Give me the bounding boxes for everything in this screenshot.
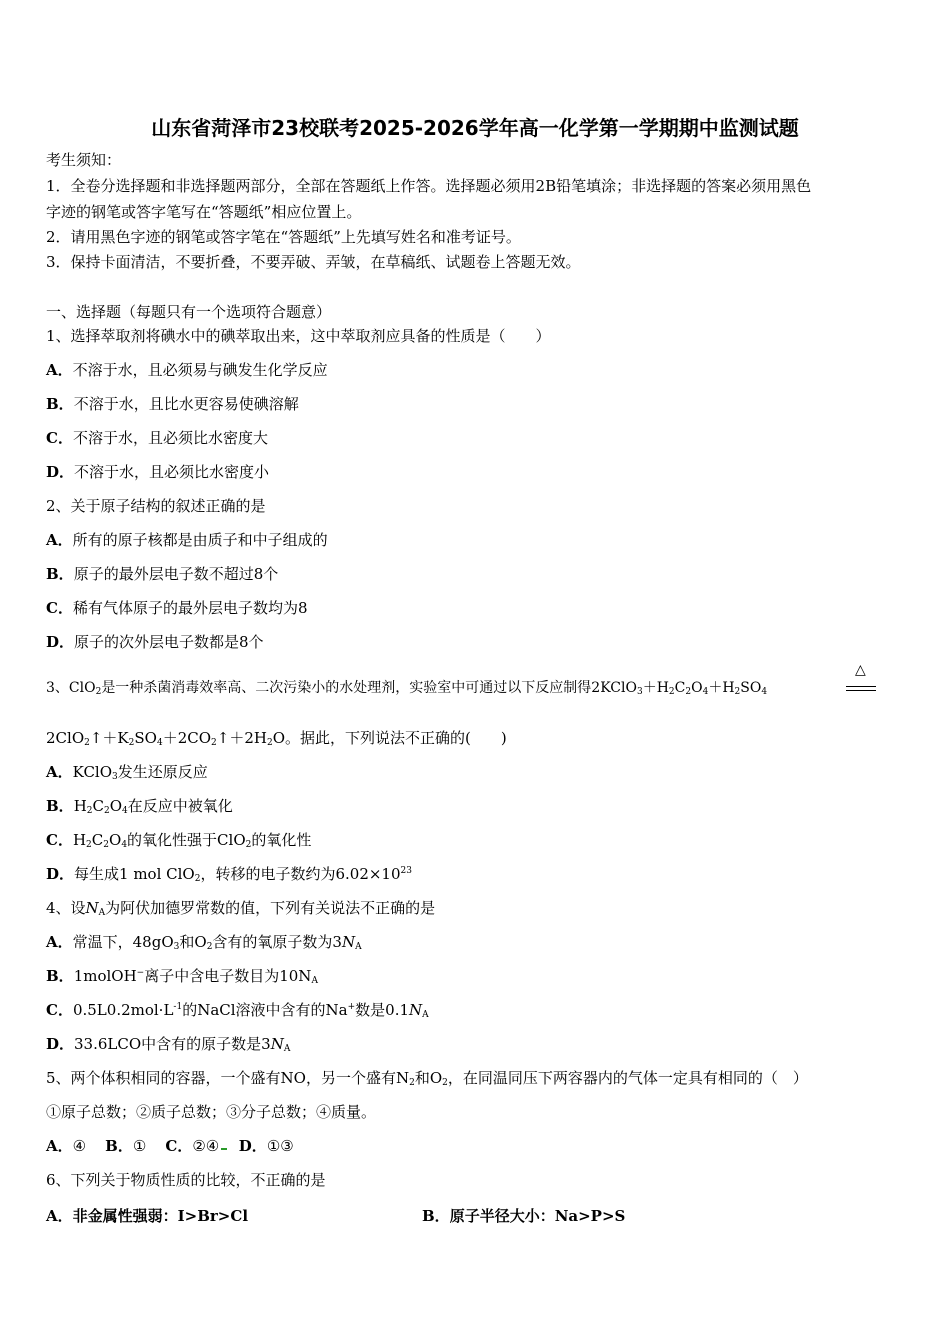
q1-option-c-text: 不溶于水，且必须比水密度大	[72, 429, 268, 447]
option-letter: D．	[46, 463, 75, 481]
q3-option-b-text: 在反应中被氧化	[127, 797, 233, 815]
option-letter: B．	[46, 967, 74, 985]
q3-line2-part: 2ClO	[46, 729, 85, 747]
option-letter: B．	[46, 565, 74, 583]
q3-line2-part: ↑＋K	[89, 729, 129, 747]
q2-option-d-text: 原子的次外层电子数都是8个	[74, 633, 264, 651]
superscript: +	[347, 1002, 356, 1012]
subscript: 4	[702, 687, 709, 697]
subscript: 2	[95, 687, 102, 697]
q4-option-a-text: 常温下，48gO	[72, 933, 174, 951]
q2-option-b	[46, 564, 278, 584]
q3-option-b-text: O	[109, 797, 123, 815]
q5-stem	[46, 1068, 808, 1088]
delta-symbol: △	[855, 662, 866, 678]
subscript: 2	[734, 687, 741, 697]
q1-option-b	[46, 394, 299, 414]
q4-option-a	[46, 932, 362, 952]
subscript: 2	[194, 874, 201, 884]
option-letter: C．	[165, 1137, 193, 1155]
q3-option-c-text: C	[91, 831, 104, 849]
q2-option-d	[46, 632, 264, 652]
subscript: 2	[409, 1078, 415, 1088]
q3-stem-part: 是一种杀菌消毒效率高、二次污染小的水处理剂，实验室中可通过以下反应制得2KClO	[101, 680, 637, 696]
q3-option-c-text: O	[109, 831, 122, 849]
subscript: A	[283, 1044, 291, 1054]
q3-stem-part: 3、ClO	[46, 680, 96, 696]
q5-stem-part: 和O	[414, 1069, 443, 1087]
q1-option-d-text: 不溶于水，且必须比水密度小	[74, 463, 270, 481]
double-line	[846, 690, 876, 691]
subscript: 2	[442, 1078, 448, 1088]
q6-stem: 6、下列关于物质性质的比较，不正确的是	[46, 1171, 326, 1189]
q3-option-c-text: 的氧化性	[251, 831, 312, 849]
q5-option-b-text: ①	[132, 1137, 147, 1155]
q3-stem-part: O	[691, 680, 703, 696]
q3-option-b-text: C	[92, 797, 104, 815]
avogadro-symbol: N	[409, 1001, 423, 1019]
option-letter: B．	[46, 797, 74, 815]
q3-line2-part: ＋2CO	[162, 729, 212, 747]
q2-option-c	[46, 598, 308, 618]
avogadro-symbol: N	[341, 933, 356, 951]
subscript: 2	[685, 687, 692, 697]
q5-stem-part: ，在同温同压下两容器内的气体一定具有相同的（ ）	[447, 1069, 808, 1087]
option-letter: D．	[46, 1035, 75, 1053]
avogadro-symbol: N	[85, 899, 99, 917]
subscript: 3	[112, 772, 118, 782]
option-letter: D．	[238, 1137, 267, 1155]
q4-option-d-text: 33.6LCO中含有的原子数是3	[74, 1035, 271, 1053]
option-letter: B．	[105, 1137, 133, 1155]
option-letter: C．	[46, 831, 73, 849]
q1-stem: 1、选择萃取剂将碘水中的碘萃取出来，这中萃取剂应具备的性质是（ ）	[46, 327, 551, 345]
q3-option-a-text: KClO	[72, 763, 113, 781]
option-letter: A．	[46, 1207, 73, 1225]
q4-option-c	[46, 1000, 429, 1020]
notice-heading: 考生须知：	[46, 151, 122, 169]
subscript: 2	[86, 840, 92, 850]
subscript: 3	[636, 687, 643, 697]
q4-option-b-text: 离子中含电子数目为10N	[144, 967, 312, 985]
option-letter: D．	[46, 865, 75, 883]
q5-options	[46, 1136, 294, 1156]
q4-option-b-text: 1molOH	[73, 967, 137, 985]
subscript: 2	[104, 806, 110, 816]
q3-option-c-text: 的氧化性强于ClO	[127, 831, 246, 849]
option-letter: A．	[46, 531, 73, 549]
heat-condition-equals-sign	[844, 662, 878, 698]
q5-stem-part: 5、两个体积相同的容器，一个盛有NO，另一个盛有N	[46, 1069, 410, 1087]
notice-item-1: 1．全卷分选择题和非选择题两部分，全部在答题纸上作答。选择题必须用2B铅笔填涂；非选择题的答案必须用黑色	[46, 177, 812, 195]
q1-option-c	[46, 428, 268, 448]
superscript: 23	[400, 866, 412, 876]
notice-item-3: 3．保持卡面清洁，不要折叠，不要弄破、弄皱，在草稿纸、试题卷上答题无效。	[46, 253, 581, 271]
q5-option-d-text: ①③	[266, 1137, 294, 1155]
q4-option-a-text: 含有的氧原子数为3	[212, 933, 342, 951]
subscript: A	[422, 1010, 429, 1020]
q5-conditions: ①原子总数；②质子总数；③分子总数；④质量。	[46, 1103, 377, 1121]
page-title: 山东省菏泽市23校联考2025-2026学年高一化学第一学期期中监测试题	[151, 116, 799, 140]
notice-item-2: 2．请用黑色字迹的钢笔或答字笔在“答题纸”上先填写姓名和准考证号。	[46, 228, 521, 246]
q1-option-a	[46, 360, 328, 380]
q3-stem-part: C	[674, 680, 686, 696]
q1-option-b-text: 不溶于水，且比水更容易使碘溶解	[73, 395, 299, 413]
q3-stem-part: SO	[740, 680, 762, 696]
q6-option-b	[422, 1206, 625, 1226]
section-heading: 一、选择题（每题只有一个选项符合题意）	[46, 303, 332, 321]
q3-line2-part: O。据此，下列说法不正确的( )	[272, 729, 507, 747]
q2-option-b-text: 原子的最外层电子数不超过8个	[73, 565, 279, 583]
q4-stem	[46, 898, 435, 918]
q4-option-b	[46, 966, 318, 986]
subscript: A	[311, 976, 318, 986]
q3-line2-part: ↑＋2H	[216, 729, 267, 747]
subscript: 2	[211, 738, 217, 748]
subscript: 3	[173, 942, 180, 952]
q3-stem-part: ＋H	[642, 680, 669, 696]
option-letter: A．	[46, 1137, 73, 1155]
q5-option-a-text: ④	[72, 1137, 87, 1155]
q4-stem-part: 4、设	[46, 899, 86, 917]
q3-option-b	[46, 796, 233, 816]
q3-stem-part: ＋H	[708, 680, 735, 696]
option-letter: A．	[46, 361, 73, 379]
superscript: −	[136, 968, 145, 978]
option-letter: B．	[422, 1207, 450, 1225]
q6-option-a	[46, 1207, 248, 1225]
subscript: 2	[84, 738, 90, 748]
green-mark	[221, 1148, 227, 1150]
q4-option-c-text: 0.5L0.2mol·L	[72, 1001, 174, 1019]
q2-option-c-text: 稀有气体原子的最外层电子数均为8	[72, 599, 308, 617]
q1-option-a-text: 不溶于水，且必须易与碘发生化学反应	[72, 361, 328, 379]
option-letter: A．	[46, 763, 73, 781]
q3-option-d-text: 每生成1 mol ClO	[74, 865, 195, 883]
q3-option-c	[46, 830, 311, 850]
q3-option-d-text: ，转移的电子数约为6.02×10	[200, 865, 401, 883]
subscript: A	[355, 942, 362, 952]
option-letter: D．	[46, 633, 75, 651]
q3-option-a	[46, 762, 208, 782]
q4-option-a-text: 和O	[179, 933, 207, 951]
q3-stem-line2	[46, 728, 507, 748]
q3-option-a-text: 发生还原反应	[117, 763, 208, 781]
q6-options	[46, 1206, 906, 1226]
q2-stem: 2、关于原子结构的叙述正确的是	[46, 497, 266, 515]
q4-stem-part: 为阿伏加德罗常数的值，下列有关说法不正确的是	[105, 899, 436, 917]
subscript: 4	[156, 738, 163, 748]
notice-item-1-cont: 字迹的钢笔或答字笔写在“答题纸”相应位置上。	[46, 203, 362, 221]
q3-option-b-text: H	[73, 797, 87, 815]
option-letter: B．	[46, 395, 74, 413]
subscript: 2	[206, 942, 213, 952]
q2-option-a	[46, 530, 328, 550]
avogadro-symbol: N	[270, 1035, 284, 1053]
q3-option-c-text: H	[72, 831, 87, 849]
q6-option-a-text: 非金属性强弱：I>Br>Cl	[72, 1207, 249, 1225]
subscript: 4	[121, 840, 128, 850]
subscript: 2	[86, 806, 93, 816]
option-letter: C．	[46, 599, 73, 617]
q3-option-d	[46, 864, 412, 884]
q2-option-a-text: 所有的原子核都是由质子和中子组成的	[72, 531, 328, 549]
q4-option-c-text: 的NaCl溶液中含有的Na	[182, 1001, 348, 1019]
option-letter: C．	[46, 1001, 73, 1019]
option-letter: C．	[46, 429, 73, 447]
subscript: 2	[266, 738, 273, 748]
q5-option-c-text: ②④	[192, 1137, 220, 1155]
subscript: 2	[245, 840, 252, 850]
q4-option-c-text: 数是0.1	[355, 1001, 410, 1019]
option-letter: A．	[46, 933, 73, 951]
q1-option-d	[46, 462, 269, 482]
superscript: -1	[173, 1002, 183, 1012]
subscript: 4	[761, 687, 768, 697]
double-line	[846, 686, 876, 687]
subscript: 2	[103, 840, 109, 850]
q3-stem	[46, 678, 767, 698]
subscript: 2	[668, 687, 675, 697]
q4-option-d	[46, 1034, 290, 1054]
q6-option-b-text: 原子半径大小：Na>P>S	[449, 1207, 626, 1225]
q3-line2-part: SO	[134, 729, 157, 747]
subscript: 4	[122, 806, 128, 816]
subscript: A	[98, 908, 106, 918]
subscript: 2	[128, 738, 135, 748]
